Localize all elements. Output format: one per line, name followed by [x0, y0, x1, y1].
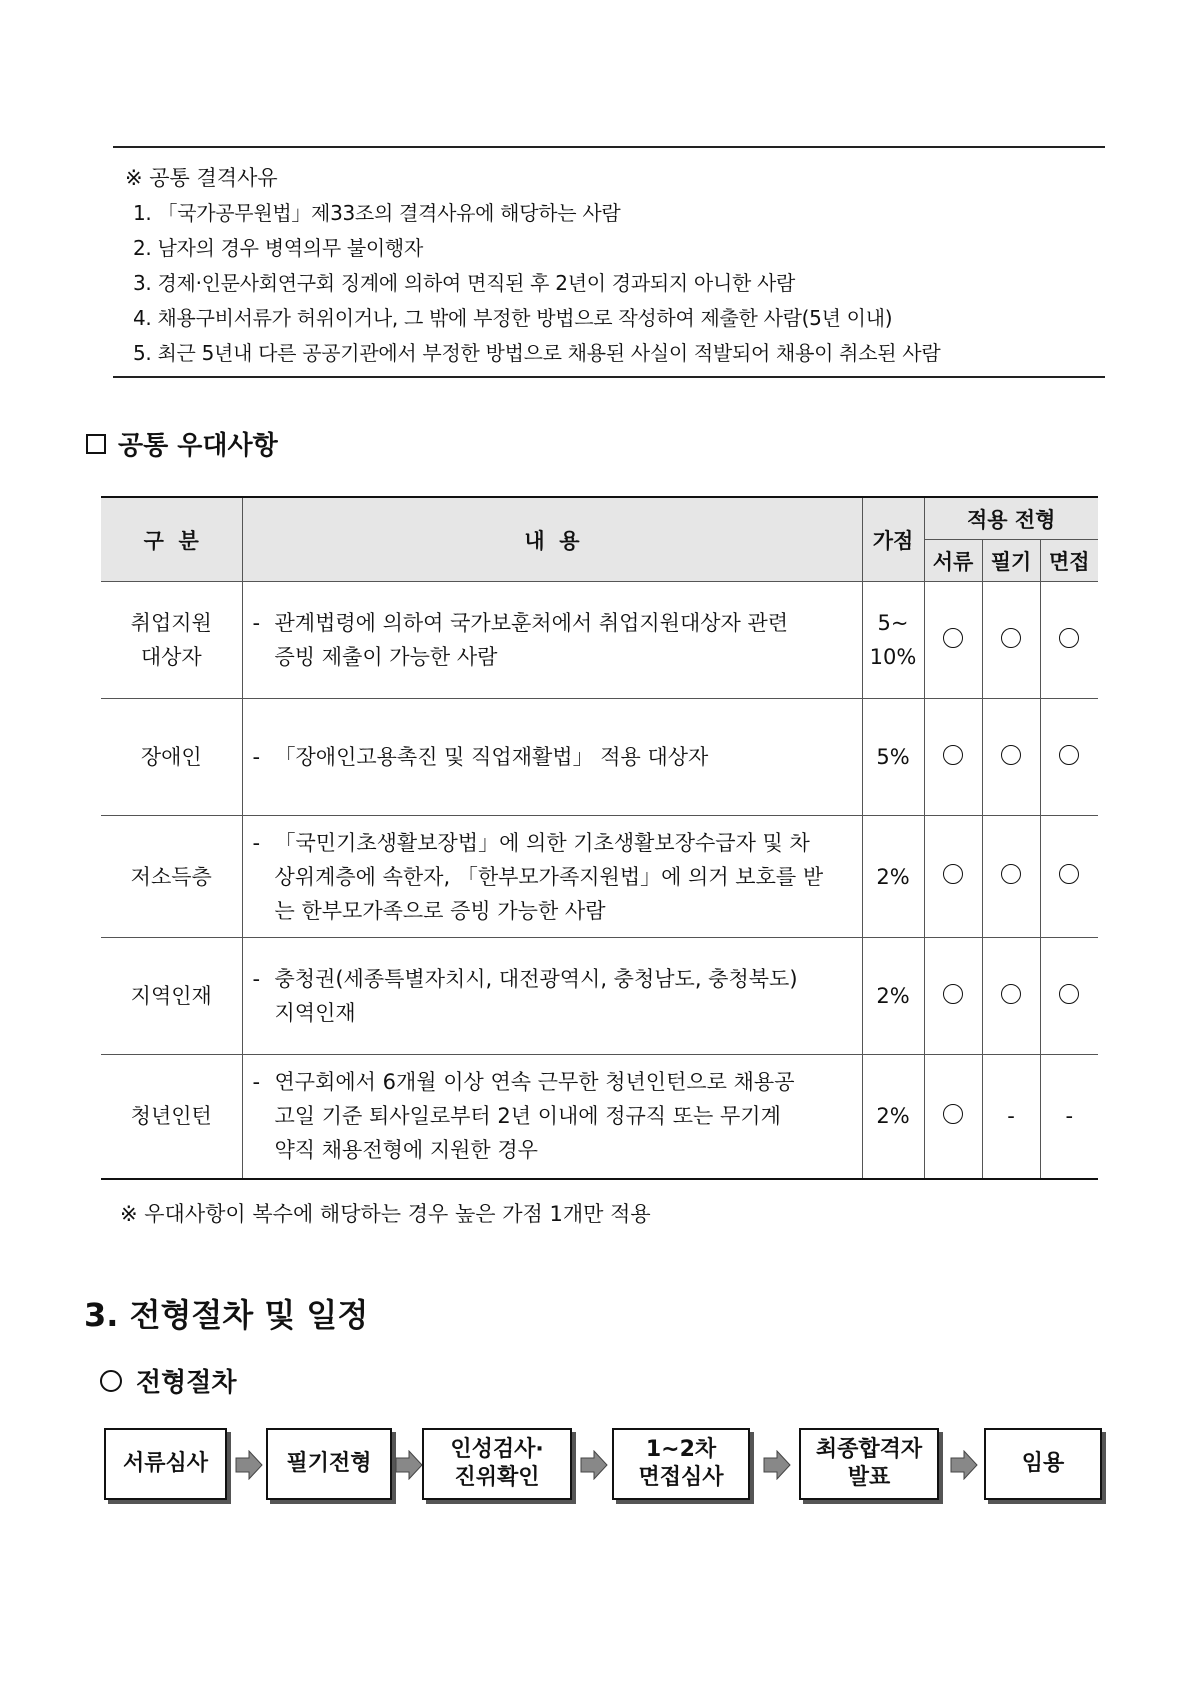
list-item: 4. 채용구비서류가 허위이거나, 그 밖에 부정한 방법으로 작성하여 제출한 사람(5년 이내) [133, 306, 893, 330]
process-step [984, 1428, 1102, 1500]
disqualification-list [133, 196, 940, 371]
bonus-line: 2% [876, 984, 910, 1008]
row-apply-cell [924, 938, 982, 1055]
content-line: 증빙 제출이 가능한 사람 [274, 645, 498, 669]
content-line: 「장애인고용촉진 및 직업재활법」 적용 대상자 [274, 745, 709, 769]
row-bonus [862, 699, 924, 816]
arrow-right-icon [950, 1450, 978, 1480]
header-interview: 면접 [1040, 540, 1098, 582]
process-step-line: 진위확인 [454, 1465, 540, 1490]
row-apply-cell [1040, 938, 1098, 1055]
row-content [242, 699, 862, 816]
dash-marker: - [252, 967, 261, 991]
row-apply-cell [982, 1055, 1040, 1179]
preference-note: ※ 우대사항이 복수에 해당하는 경우 높은 가점 1개만 적용 [120, 1202, 651, 1226]
list-item: 3. 경제·인문사회연구회 징계에 의하여 면직된 후 2년이 경과되지 아니한 사람 [133, 271, 796, 295]
circle-mark-icon [1001, 745, 1021, 765]
row-apply-cell [982, 816, 1040, 938]
table-row [101, 1055, 1098, 1179]
category-line: 청년인턴 [130, 1104, 212, 1129]
row-content [242, 938, 862, 1055]
table-row [101, 938, 1098, 1055]
row-apply-cell [982, 938, 1040, 1055]
circle-bullet-icon [100, 1370, 122, 1392]
process-step-line: 서류심사 [122, 1451, 208, 1476]
not-applicable-mark: - [1065, 1104, 1074, 1129]
table-row [101, 582, 1098, 699]
circle-mark-icon [1059, 745, 1079, 765]
row-apply-cell [982, 699, 1040, 816]
content-line: 충청권(세종특별자치시, 대전광역시, 충청남도, 충청북도) [274, 967, 798, 991]
bonus-line: 2% [876, 864, 910, 889]
process-step-line: 1~2차 [645, 1437, 717, 1462]
bonus-line: 5~ [877, 611, 909, 635]
content-line: 연구회에서 6개월 이상 연속 근무한 청년인턴으로 채용공 [274, 1070, 795, 1095]
row-apply-cell [924, 816, 982, 938]
arrow-right-icon [235, 1450, 263, 1480]
table-row [101, 699, 1098, 816]
row-apply-cell [1040, 1055, 1098, 1179]
circle-mark-icon [943, 745, 963, 765]
bonus-line: 5% [876, 745, 910, 769]
header-written: 필기 [982, 540, 1040, 582]
category-line: 취업지원 [130, 611, 212, 635]
circle-mark-icon [1001, 984, 1021, 1004]
row-content [242, 582, 862, 699]
dash-marker: - [252, 1070, 261, 1095]
row-bonus [862, 582, 924, 699]
row-bonus [862, 1055, 924, 1179]
process-subheading-text: 전형절차 [136, 1368, 237, 1398]
content-line: 관계법령에 의하여 국가보훈처에서 취업지원대상자 관련 [274, 611, 789, 635]
arrow-right-icon [395, 1450, 423, 1480]
row-apply-cell [1040, 816, 1098, 938]
process-step-line: 최종합격자 [815, 1437, 923, 1462]
preference-table [101, 496, 1098, 1180]
preference-heading [86, 425, 278, 462]
process-step [266, 1428, 392, 1500]
header-category: 구 분 [101, 497, 242, 582]
process-step-line: 필기전형 [286, 1451, 372, 1476]
bonus-line: 2% [876, 1104, 910, 1129]
category-line: 저소득층 [130, 864, 212, 889]
row-apply-cell [924, 699, 982, 816]
bonus-line: 10% [869, 645, 917, 669]
process-step [104, 1428, 227, 1500]
content-line: 상위계층에 속한자, 「한부모가족지원법」에 의거 보호를 받 [274, 864, 824, 889]
row-apply-cell [1040, 582, 1098, 699]
process-step-line: 임용 [1021, 1451, 1065, 1476]
circle-mark-icon [1059, 984, 1079, 1004]
circle-mark-icon [1001, 864, 1021, 884]
arrow-right-icon [763, 1450, 791, 1480]
disqualification-title: ※ 공통 결격사유 [125, 166, 278, 190]
process-step [422, 1428, 572, 1500]
circle-mark-icon [1059, 864, 1079, 884]
category-line: 지역인재 [130, 984, 212, 1008]
process-step-line: 면접심사 [638, 1465, 724, 1490]
content-line: 약직 채용전형에 지원한 경우 [274, 1138, 538, 1163]
content-line: 지역인재 [274, 1001, 356, 1025]
row-apply-cell [1040, 699, 1098, 816]
header-content: 내 용 [242, 497, 862, 582]
process-step [612, 1428, 750, 1500]
not-applicable-mark: - [1007, 1104, 1015, 1129]
circle-mark-icon [943, 864, 963, 884]
header-bonus: 가점 [862, 497, 924, 582]
category-line: 장애인 [140, 745, 202, 769]
row-content [242, 816, 862, 938]
preference-heading-text: 공통 우대사항 [118, 431, 278, 461]
section3-title: 3. 전형절차 및 일정 [84, 1296, 369, 1334]
list-item: 5. 최근 5년내 다른 공공기관에서 부정한 방법으로 채용된 사실이 적발되어 채용이 취소된 사람 [133, 341, 941, 365]
row-content [242, 1055, 862, 1179]
disqualification-box [113, 146, 1105, 378]
row-category [101, 1055, 242, 1179]
row-category [101, 816, 242, 938]
row-bonus [862, 938, 924, 1055]
row-apply-cell [982, 582, 1040, 699]
process-step [799, 1428, 939, 1500]
content-line: 고일 기준 퇴사일로부터 2년 이내에 정규직 또는 무기계 [274, 1104, 781, 1129]
row-apply-cell [924, 1055, 982, 1179]
category-line: 대상자 [140, 645, 202, 669]
process-step-line: 발표 [847, 1465, 891, 1490]
content-line: 는 한부모가족으로 증빙 가능한 사람 [274, 898, 606, 923]
checkbox-square-icon [86, 434, 106, 454]
row-category [101, 938, 242, 1055]
list-item: 2. 남자의 경우 병역의무 불이행자 [133, 236, 423, 260]
process-step-line: 인성검사· [450, 1437, 544, 1462]
circle-mark-icon [943, 984, 963, 1004]
list-item: 1. 「국가공무원법」제33조의 결격사유에 해당하는 사람 [133, 201, 621, 225]
process-subheading [100, 1362, 236, 1399]
dash-marker: - [252, 745, 261, 769]
circle-mark-icon [1001, 628, 1021, 648]
row-category [101, 582, 242, 699]
circle-mark-icon [1059, 628, 1079, 648]
arrow-right-icon [580, 1450, 608, 1480]
circle-mark-icon [943, 628, 963, 648]
dash-marker: - [252, 611, 261, 635]
header-doc: 서류 [924, 540, 982, 582]
row-category [101, 699, 242, 816]
table-row [101, 816, 1098, 938]
row-apply-cell [924, 582, 982, 699]
header-apply: 적용 전형 [924, 497, 1098, 540]
process-flow [104, 1428, 1104, 1504]
content-line: 「국민기초생활보장법」에 의한 기초생활보장수급자 및 차 [274, 830, 810, 855]
row-bonus [862, 816, 924, 938]
circle-mark-icon [943, 1104, 963, 1124]
dash-marker: - [252, 830, 261, 855]
